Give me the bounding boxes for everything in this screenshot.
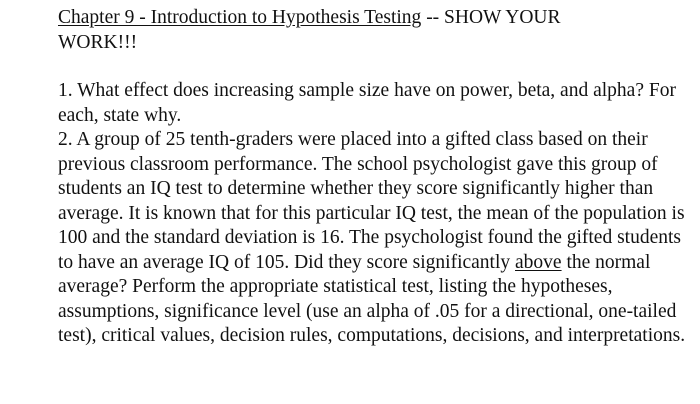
page-title [58,6,618,55]
spacer [58,55,688,79]
question-1: 1. What effect does increasing sample size have on power, beta, and alpha? For each, state why. [58,80,676,126]
question-2 [58,128,688,349]
question-2-emphasis: above [515,251,562,273]
title-suffix: -- SHOW YOUR WORK!!! [58,7,561,53]
worksheet [58,6,688,349]
question-2-text-before: 2. A group of 25 tenth-graders were placed into a gifted class based on their previous classroom performance. The school psychologist gave this group of students an IQ test to determine whether they score significantly higher than average. It is known that for this particular IQ test, the mean of the population is 100 and the standard deviation is 16. The psychologist found the gifted students to have an average IQ of 105. Did they score significantly [58,129,685,273]
question-2-text-after: the normal average? Perform the appropriate statistical test, listing the hypotheses, assumptions, significance level (use an alpha of .05 for a directional, one-tailed test), critical values, decision rules, computations, decisions, and interpretations. [58,251,686,346]
chapter-title: Chapter 9 - Introduction to Hypothesis Testing [58,7,422,28]
